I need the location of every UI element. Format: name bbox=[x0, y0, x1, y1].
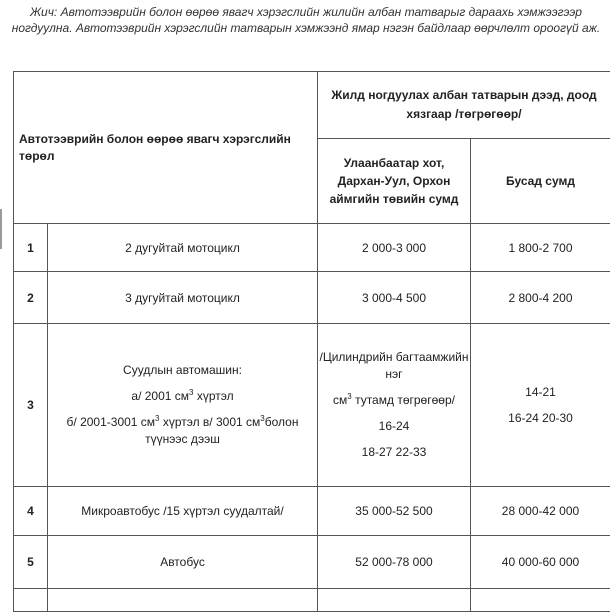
row-number: 2 bbox=[14, 272, 48, 324]
vehicle-tax-table bbox=[13, 71, 610, 612]
header-tax-limit: Жилд ногдуулах албан татварын дээд, доод хязгаар /төгрөгөөр/ bbox=[318, 72, 610, 139]
cities-tax-cell: 52 000-78 000 bbox=[318, 536, 471, 589]
cities-tax-cell: 3 000-4 500 bbox=[318, 272, 471, 324]
other-value-a: 14-21 bbox=[472, 384, 609, 401]
car-class-a: а/ 2001 $см^3$ хүртэл bbox=[49, 388, 316, 405]
vehicle-type-cell: 2 дугуйтай мотоцикл bbox=[48, 224, 318, 272]
vehicle-type-cell: Микроавтобус /15 хүртэл суудалтай/ bbox=[48, 487, 318, 536]
header-other-soums: Бусад сумд bbox=[471, 139, 610, 224]
table-row bbox=[14, 272, 610, 324]
table-row bbox=[14, 487, 610, 536]
unit-note-line2: $см^3$ тутамд төгрөгөөр/ bbox=[319, 392, 469, 409]
table-row-partial bbox=[14, 589, 610, 612]
other-tax-cell: 40 000-60 000 bbox=[471, 536, 610, 589]
other-tax-cell: 1 800-2 700 bbox=[471, 224, 610, 272]
header-vehicle-type: Автотээврийн болон өөрөө явагч хэрэгслийн төрөл bbox=[14, 72, 318, 224]
vehicle-type-cell: Автобус bbox=[48, 536, 318, 589]
table-row bbox=[14, 224, 610, 272]
other-tax-cell: 28 000-42 000 bbox=[471, 487, 610, 536]
cities-value-b-c: 18-27 22-33 bbox=[319, 444, 469, 461]
car-title: Суудлын автомашин: bbox=[49, 362, 316, 379]
page-edge-marker bbox=[0, 209, 2, 249]
other-tax-cell: 2 800-4 200 bbox=[471, 272, 610, 324]
intro-note: Жич: Автотээврийн болон өөрөө явагч хэрэгслийн жилийн албан татварыг дараахь хэмжээгээр ногдуулна. Автотээврийн хэрэгслийн татварын хэмжээнд ямар нэгэн байдлаар өөрчлөлт ороогүй аж. bbox=[6, 4, 606, 36]
cities-tax-cell bbox=[318, 324, 471, 487]
other-tax-cell bbox=[471, 324, 610, 487]
cities-tax-cell: 35 000-52 500 bbox=[318, 487, 471, 536]
row-number: 3 bbox=[14, 324, 48, 487]
row-number: 5 bbox=[14, 536, 48, 589]
cities-tax-cell: 2 000-3 000 bbox=[318, 224, 471, 272]
table-header-row bbox=[14, 72, 610, 139]
table-row bbox=[14, 536, 610, 589]
header-cities: Улаанбаатар хот, Дархан-Уул, Орхон аймгийн төвийн сумд bbox=[318, 139, 471, 224]
table-row bbox=[14, 324, 610, 487]
unit-note-line1: /Цилиндрийн багтаамжийн нэг bbox=[319, 349, 469, 383]
cities-value-a: 16-24 bbox=[319, 418, 469, 435]
other-value-b-c: 16-24 20-30 bbox=[472, 410, 609, 427]
car-class-b-c: б/ 2001-3001 $см^3$ хүртэл в/ 3001 $см^3болон$ түүнээс дээш bbox=[49, 414, 316, 448]
row-number: 1 bbox=[14, 224, 48, 272]
vehicle-type-cell bbox=[48, 324, 318, 487]
vehicle-type-cell: 3 дугуйтай мотоцикл bbox=[48, 272, 318, 324]
row-number: 4 bbox=[14, 487, 48, 536]
